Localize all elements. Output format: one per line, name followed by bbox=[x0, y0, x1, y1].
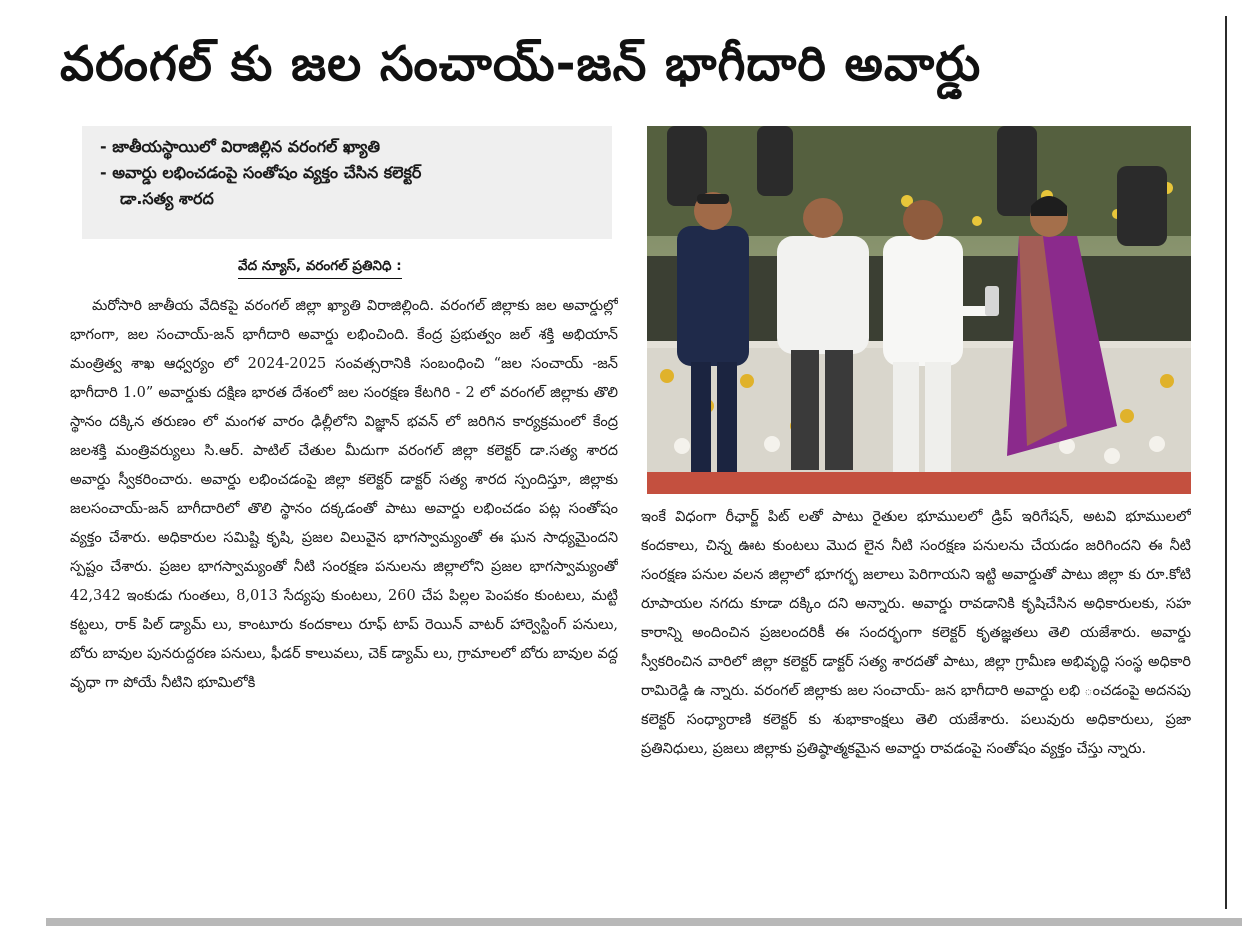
page-bottom-rule bbox=[46, 918, 1242, 926]
article-body-left: మరోసారి జాతీయ వేదికపై వరంగల్ జిల్లా ఖ్యాతి విరాజిల్లింది. వరంగల్ జిల్లాకు జల అవార్డుల్లో భాగంగా, జల సంచాయ్-జన్ భాగీదారి అవార్డు లభించింది. కేంద్ర ప్రభుత్వం జల్ శక్తి అభియాన్ మంత్రిత్వ శాఖ ఆధ్వర్యం లో 2024-2025 సంవత్సరానికి సంబంధించి “జల సంచాయ్ -జన్ భాగీదారి 1.0” అవార్డుకు దక్షిణ భారత దేశంలో జల సంరక్షణ కేటగిరి - 2 లో వరంగల్ జిల్లాకు తొలి స్థానం దక్కిన తరుణం లో మంగళ వారం ఢిల్లీలోని విజ్ఞాన్ భవన్ లో జరిగిన కార్యక్రమంలో కేంద్ర జలశక్తి మంత్రివర్యులు సి.ఆర్. పాటిల్ చేతుల మీదుగా వరంగల్ జిల్లా కలెక్టర్ డా.సత్య శారద అవార్డు స్వీకరించారు. అవార్డు లభించడంపై జిల్లా కలెక్టర్ డాక్టర్ సత్య శారద స్పందిస్తూ, జిల్లాకు జలసంచాయ్-జన్ బాగీదారిలో తొలి స్థానం దక్కడంతో పాటు అవార్డు లభించడం పట్ల సంతోషం వ్యక్తం చేశారు. అధికారుల సమిష్టి కృషి, ప్రజల విలువైన భాగస్వామ్యంతో ఈ ఘన సాధ్యమైందని స్పష్టం చేశారు. ప్రజల భాగస్వామ్యంతో నీటి సంరక్షణ పనులను జిల్లాలోని ప్రజల భాగస్వామ్యంతో 42,342 ఇంకుడు గుంతలు, 8,013 సేద్యపు కుంటలు, 260 చేప పిల్లల పెంపకం కుంటలు, మట్టి కట్టలు, రాక్ పిల్ డ్యామ్ లు, కాంటూరు కందకాలు రూఫ్ టాప్ రెయిన్ వాటర్ హార్వెస్టింగ్ పనులు, బోరు బావుల పునరుద్దరణ పనులు, ఫీడర్ కాలువలు, చెక్ డ్యామ్ లు, గ్రామాలలో బోరు బావుల వద్ద వృధా గా పోయే నీటిని భూమిలోకి bbox=[70, 298, 618, 691]
dateline: వేద న్యూస్, వరంగల్ ప్రతినిధి : bbox=[238, 254, 402, 279]
deck-line-1: - జాతీయస్థాయిలో విరాజిల్లిన వరంగల్ ఖ్యాతి bbox=[100, 137, 381, 156]
headline: వరంగల్ కు జల సంచాయ్-జన్ భాగీదారి అవార్డు bbox=[60, 36, 982, 92]
article-body-right: ఇంకే విధంగా రీఛార్జ్ పిట్ లతో పాటు రైతుల భూములలో డ్రిప్ ఇరిగేషన్, అటవి భూములలో కందకాలు, చిన్న ఊట కుంటలు మొద లైన నీటి సంరక్షణ పనులను చేయడం జరిగిందని ఈ నీటి సంరక్షణ పనుల వలన జిల్లాలో భూగర్భ జలాలు పెరిగాయని ఇట్టి అవార్డుతో పాటు జిల్లా కు రూ.కోటి రూపాయల నగదు కూడా దక్కిం దని అన్నారు. అవార్డు రావడానికి కృషిచేసిన అధికారులకు, సహ కారాన్ని అందించిన ప్రజలందరికీ ఈ సందర్భంగా కలెక్టర్ కృతజ్ఞతలు తెలి యజేశారు. అవార్డు స్వీకరించిన వారిలో జిల్లా కలెక్టర్ డాక్టర్ సత్య శారదతో పాటు, జిల్లా గ్రామీణ అభివృద్ధి సంస్థ అధికారి రామిరెడ్డి ఉ న్నారు. వరంగల్ జిల్లాకు జల సంచాయ్- జన భాగీదారి అవార్డు లభి ంచడంపై అదనపు కలెక్టర్ సంధ్యారాణి కలెక్టర్ కు శుభాకాంక్షలు తెలి యజేశారు. పలువురు అధికారులు, ప్రజా ప్రతినిధులు, ప్రజలు జిల్లాకు ప్రతిష్ఠాత్మకమైన అవార్డు రావడంపై సంతోషం వ్యక్తం చేస్తు న్నారు. bbox=[641, 509, 1191, 757]
deck-box bbox=[82, 126, 612, 239]
award-ceremony-photo bbox=[647, 126, 1191, 494]
deck-line-3: డా.సత్య శారద bbox=[120, 189, 214, 208]
column-rule-right bbox=[1225, 16, 1227, 909]
deck-line-2: - అవార్డు లభించడంపై సంతోషం వ్యక్తం చేసిన కలెక్టర్ bbox=[100, 163, 422, 182]
